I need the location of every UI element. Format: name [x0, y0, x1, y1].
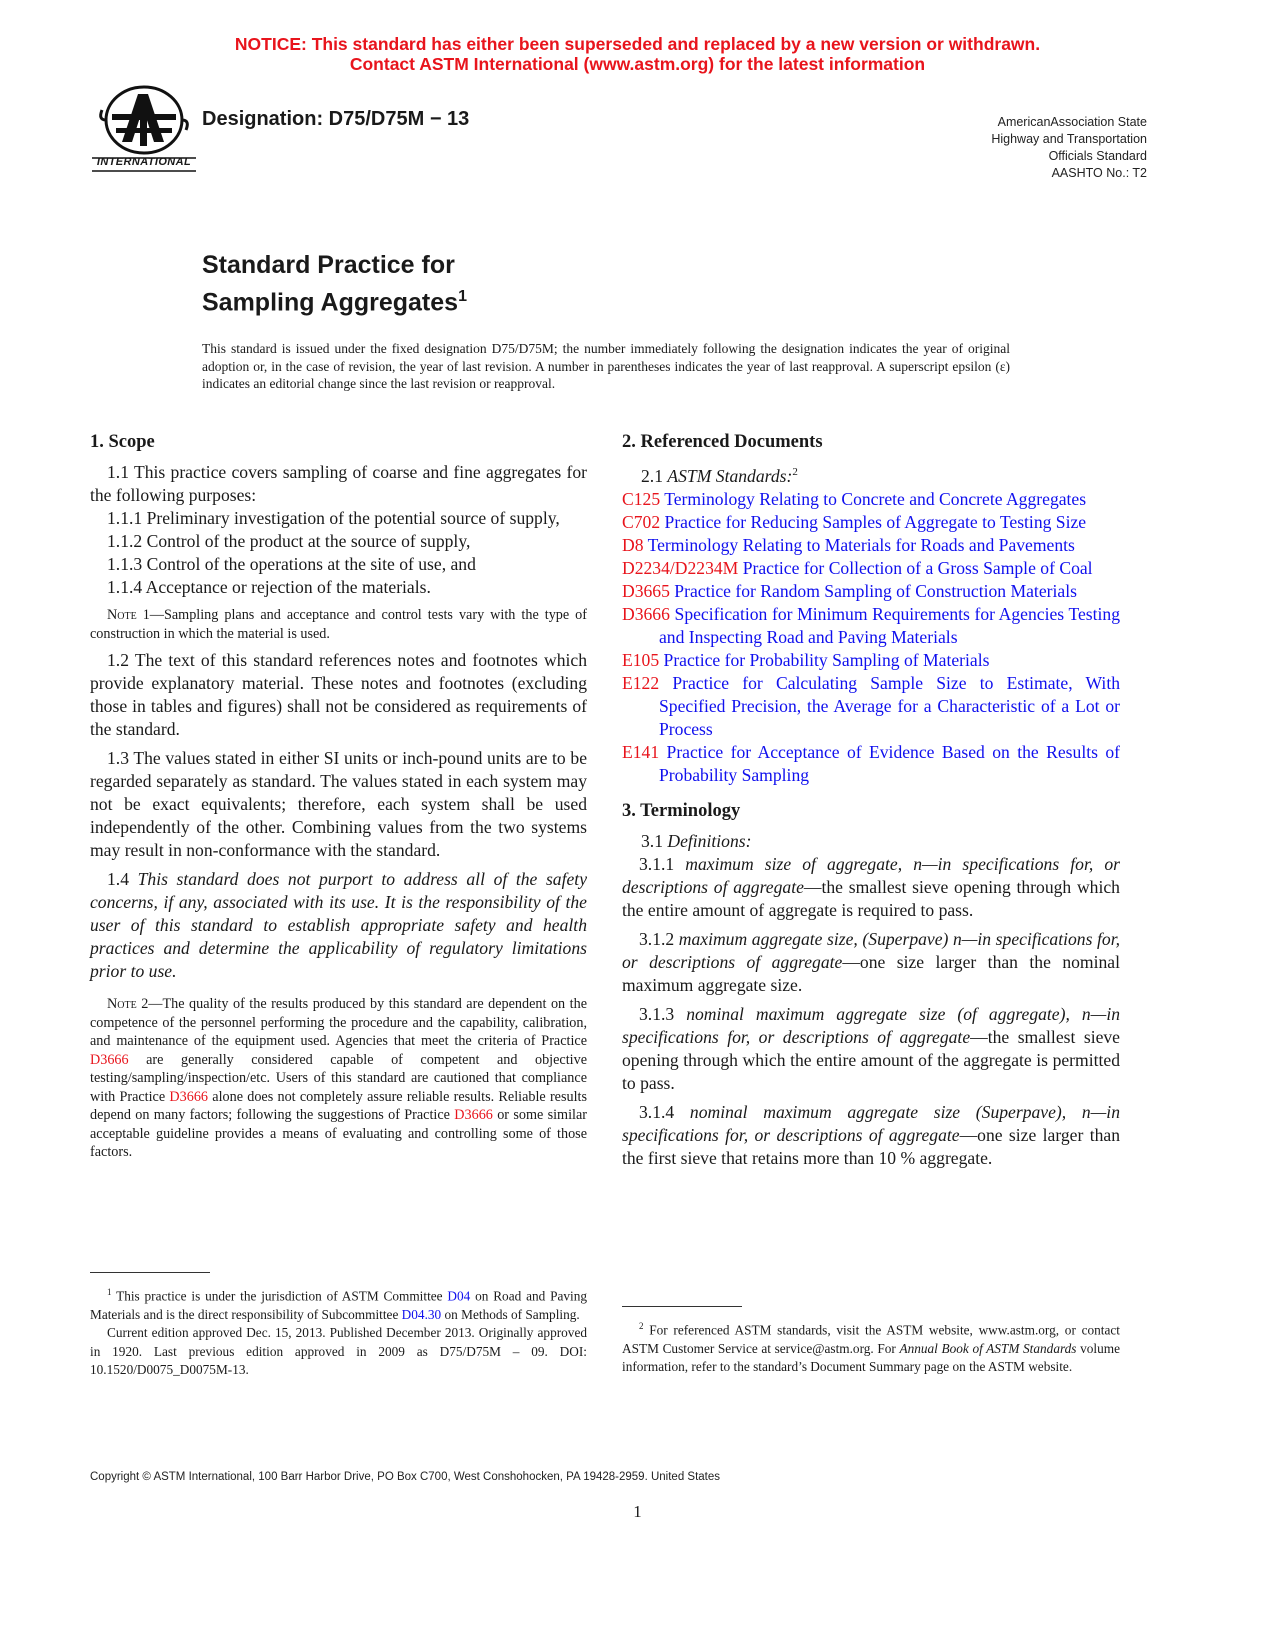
aashto-line: Highway and Transportation — [991, 132, 1147, 146]
reference-title[interactable]: Terminology Relating to Materials for Roads and Pavements — [643, 534, 1075, 555]
paragraph-number: 1.4 — [107, 869, 138, 889]
paragraph-1-1: 1.1 This practice covers sampling of coarse and fine aggregates for the following purposes: — [90, 462, 587, 505]
definition-3-1-1 — [622, 853, 1120, 922]
paragraph-1-1-4: 1.1.4 Acceptance or rejection of the materials. — [107, 577, 431, 597]
section-heading-terminology: 3. Terminology — [622, 800, 741, 821]
subsection-number: 2.1 — [641, 465, 668, 486]
definition-text: —the smallest sieve opening through which the entire amount of the aggregate is permitted to pass. — [622, 1026, 1120, 1093]
definition-number: 3.1.1 — [639, 853, 686, 874]
footnote-2-para — [622, 1317, 1120, 1377]
ref-link-d3666[interactable]: D3666 — [169, 1088, 209, 1105]
paragraph-1-4 — [90, 868, 587, 983]
footnote-mark: 1 — [107, 1287, 112, 1297]
note-2 — [90, 995, 587, 1162]
reference-item[interactable] — [622, 557, 1120, 580]
definition-term: nominal maximum aggregate size (Superpave), n—in specifications for, or descriptions of aggregate — [622, 1101, 1120, 1145]
aashto-line: AASHTO No.: T2 — [1051, 166, 1147, 180]
paragraph-1-1-3: 1.1.3 Control of the operations at the site of use, and — [107, 554, 476, 574]
document-title — [202, 250, 467, 318]
footnote-1-edition: Current edition approved Dec. 15, 2013. Published December 2013. Originally approved in 1920. Last previous edition approved in 2009 as D75/D75M – 09. DOI: 10.1520/D0075_D0075M-13. — [90, 1325, 587, 1378]
reference-title[interactable]: Practice for Calculating Sample Size to Estimate, With Specified Precision, the Average for a Characteristic of a Lot or Process — [659, 672, 1120, 739]
definition-number: 3.1.4 — [639, 1101, 690, 1122]
copyright-line: Copyright © ASTM International, 100 Barr Harbor Drive, PO Box C700, West Conshohocken, PA 19428-2959. United States — [90, 1471, 721, 1483]
reference-item[interactable] — [622, 603, 1120, 649]
note-text: 1—Sampling plans and acceptance and control tests vary with the type of construction in which the material is used. — [90, 607, 588, 642]
subsection-2-1 — [641, 461, 1120, 488]
footnote-mark: 2 — [792, 466, 798, 478]
footnote-text: For referenced ASTM standards, visit the ASTM website, www.astm.org, or contact ASTM Customer Service at service@astm.org. For — [622, 1322, 1120, 1356]
footnote-rule — [622, 1306, 742, 1307]
title-footnote-mark: 1 — [458, 288, 467, 305]
reference-title[interactable]: Practice for Collection of a Gross Sample of Coal — [738, 557, 1093, 578]
footnote-1-para — [90, 1283, 587, 1324]
definition-text: —the smallest sieve opening through which the entire amount of aggregate is required to pass. — [622, 876, 1120, 920]
subsection-title: Definitions: — [667, 830, 752, 851]
committee-link[interactable]: D04 — [447, 1288, 471, 1304]
reference-code[interactable]: D8 — [622, 534, 644, 555]
subsection-3-1 — [641, 830, 1120, 853]
notice-line-2: Contact ASTM International (www.astm.org) for the latest information — [349, 54, 926, 74]
subcommittee-link[interactable]: D04.30 — [401, 1306, 442, 1322]
reference-item[interactable] — [622, 649, 1120, 672]
paragraph-1-3: 1.3 The values stated in either SI units or inch-pound units are to be regarded separately as standard. The values stated in each system may not be exact equivalents; therefore, each system shall be used independently of the other. Combining values from the two systems may result in non-conformance with the standard. — [90, 748, 587, 860]
subsection-title: ASTM Standards: — [667, 465, 793, 486]
reference-item[interactable] — [622, 534, 1120, 557]
definition-3-1-3 — [622, 1003, 1120, 1095]
notice-line-1: NOTICE: This standard has either been superseded and replaced by a new version or withdrawn. — [234, 34, 1041, 54]
note-1 — [90, 606, 587, 643]
definition-number: 3.1.2 — [639, 928, 679, 949]
reference-title[interactable]: Practice for Reducing Samples of Aggregate to Testing Size — [660, 511, 1087, 532]
footnote-2 — [622, 1317, 1120, 1377]
reference-item[interactable] — [622, 511, 1120, 534]
logo-text: INTERNATIONAL — [96, 156, 192, 168]
title-text: Sampling Aggregates — [202, 288, 459, 317]
definition-number: 3.1.3 — [639, 1003, 687, 1024]
paragraph-1-2: 1.2 The text of this standard references notes and footnotes which provide explanatory material. These notes and footnotes (excluding those in tables and figures) shall not be considered as requirements of the standard. — [90, 650, 587, 739]
footnote-2-block — [622, 1306, 1120, 1377]
definition-text: —one size larger than the nominal maximum aggregate size. — [622, 951, 1120, 995]
aashto-line: Officials Standard — [1048, 149, 1147, 163]
aashto-line: AmericanAssociation State — [997, 115, 1147, 129]
footnote-mark: 2 — [639, 1321, 644, 1331]
definition-term: nominal maximum aggregate size (of aggregate), n—in specifications for, or descriptions of aggregate — [622, 1003, 1120, 1047]
left-column — [90, 430, 587, 1168]
reference-code[interactable]: E122 — [622, 672, 660, 693]
title-line-2 — [202, 281, 467, 318]
footnote-1-block — [90, 1272, 587, 1380]
note-text: 2—The quality of the results produced by this standard are dependent on the competence of the personnel performing the procedure and the capability, calibration, and maintenance of the equipment used. Agencies that meet the criteria of Practice — [90, 996, 587, 1049]
reference-code[interactable]: C702 — [622, 511, 661, 532]
astm-logo — [92, 84, 196, 174]
subsection-number: 3.1 — [641, 830, 668, 851]
definition-3-1-4 — [622, 1101, 1120, 1170]
paragraph-1-1-1: 1.1.1 Preliminary investigation of the potential source of supply, — [107, 508, 560, 528]
definition-3-1-2 — [622, 928, 1120, 997]
reference-code[interactable]: E141 — [622, 741, 660, 762]
reference-item[interactable] — [622, 672, 1120, 741]
reference-title[interactable]: Terminology Relating to Concrete and Concrete Aggregates — [660, 488, 1087, 509]
note-text: or some similar acceptable guideline provides a means of evaluating and controlling some of those factors. — [90, 1107, 587, 1160]
note-text: alone does not completely assure reliable results. Reliable results depend on many factors; following the suggestions of Practice — [90, 1088, 587, 1123]
reference-title[interactable]: Practice for Acceptance of Evidence Based on the Results of Probability Sampling — [659, 741, 1120, 785]
footnote-rule — [90, 1272, 210, 1273]
definition-term: maximum aggregate size, (Superpave) n—in specifications for, or descriptions of aggregate — [622, 928, 1120, 972]
section-heading-scope: 1. Scope — [90, 432, 155, 452]
footnote-1 — [90, 1283, 587, 1380]
definition-text: —one size larger than the first sieve that retains more than 10 % aggregate. — [622, 1124, 1120, 1168]
note-label: Note — [107, 996, 137, 1012]
paragraph-1-1-2: 1.1.2 Control of the product at the source of supply, — [107, 531, 471, 551]
safety-caveat: This standard does not purport to address all of the safety concerns, if any, associated with its use. It is the responsibility of the user of this standard to establish appropriate safety and health practices and determine the applicability of regulatory limitations prior to use. — [90, 869, 588, 981]
reference-item[interactable] — [622, 580, 1120, 603]
reference-code[interactable]: D2234/D2234M — [622, 557, 739, 578]
reference-title[interactable]: Specification for Minimum Requirements for Agencies Testing and Inspecting Road and Paving Materials — [659, 603, 1120, 647]
reference-item[interactable] — [622, 488, 1120, 511]
reference-code[interactable]: E105 — [622, 649, 660, 670]
footnote-text: volume information, refer to the standard’s Document Summary page on the ASTM website. — [622, 1340, 1120, 1375]
reference-title[interactable]: Practice for Random Sampling of Construction Materials — [669, 580, 1077, 601]
footnote-text: on Road and Paving Materials and is the direct responsibility of Subcommittee — [90, 1288, 588, 1322]
footnote-text: on Methods of Sampling. — [441, 1306, 580, 1322]
note-text: are generally considered capable of competent and objective testing/sampling/inspection/etc. Users of this standard are cautioned that compliance with Practice — [90, 1051, 587, 1105]
ref-link-d3666[interactable]: D3666 — [90, 1051, 129, 1068]
right-column — [622, 430, 1120, 1170]
designation: Designation: D75/D75M − 13 — [202, 108, 470, 130]
aashto-block — [991, 114, 1147, 182]
definition-term: maximum size of aggregate, n—in specifications for, or descriptions of aggregate — [622, 853, 1120, 897]
withdrawal-notice — [0, 34, 1275, 74]
ref-link-d3666[interactable]: D3666 — [454, 1107, 493, 1123]
reference-code[interactable]: C125 — [622, 488, 661, 509]
reference-code[interactable]: D3665 — [622, 580, 670, 601]
page-number: 1 — [633, 1502, 642, 1521]
book-title: Annual Book of ASTM Standards — [899, 1340, 1077, 1356]
reference-title[interactable]: Practice for Probability Sampling of Materials — [659, 649, 990, 670]
issuance-statement: This standard is issued under the fixed designation D75/D75M; the number immediately following the designation indicates the year of original adoption or, in the case of revision, the year of last revision. A number in parentheses indicates the year of last reapproval. A superscript epsilon (ε) indicates an editorial change since the last revision or reapproval. — [202, 341, 1010, 391]
reference-code[interactable]: D3666 — [622, 603, 670, 624]
section-heading-referenced: 2. Referenced Documents — [622, 432, 823, 452]
reference-item[interactable] — [622, 741, 1120, 787]
title-line-1: Standard Practice for — [202, 251, 455, 279]
note-label: Note — [107, 607, 137, 623]
footnote-text: This practice is under the jurisdiction of ASTM Committee — [111, 1288, 448, 1304]
